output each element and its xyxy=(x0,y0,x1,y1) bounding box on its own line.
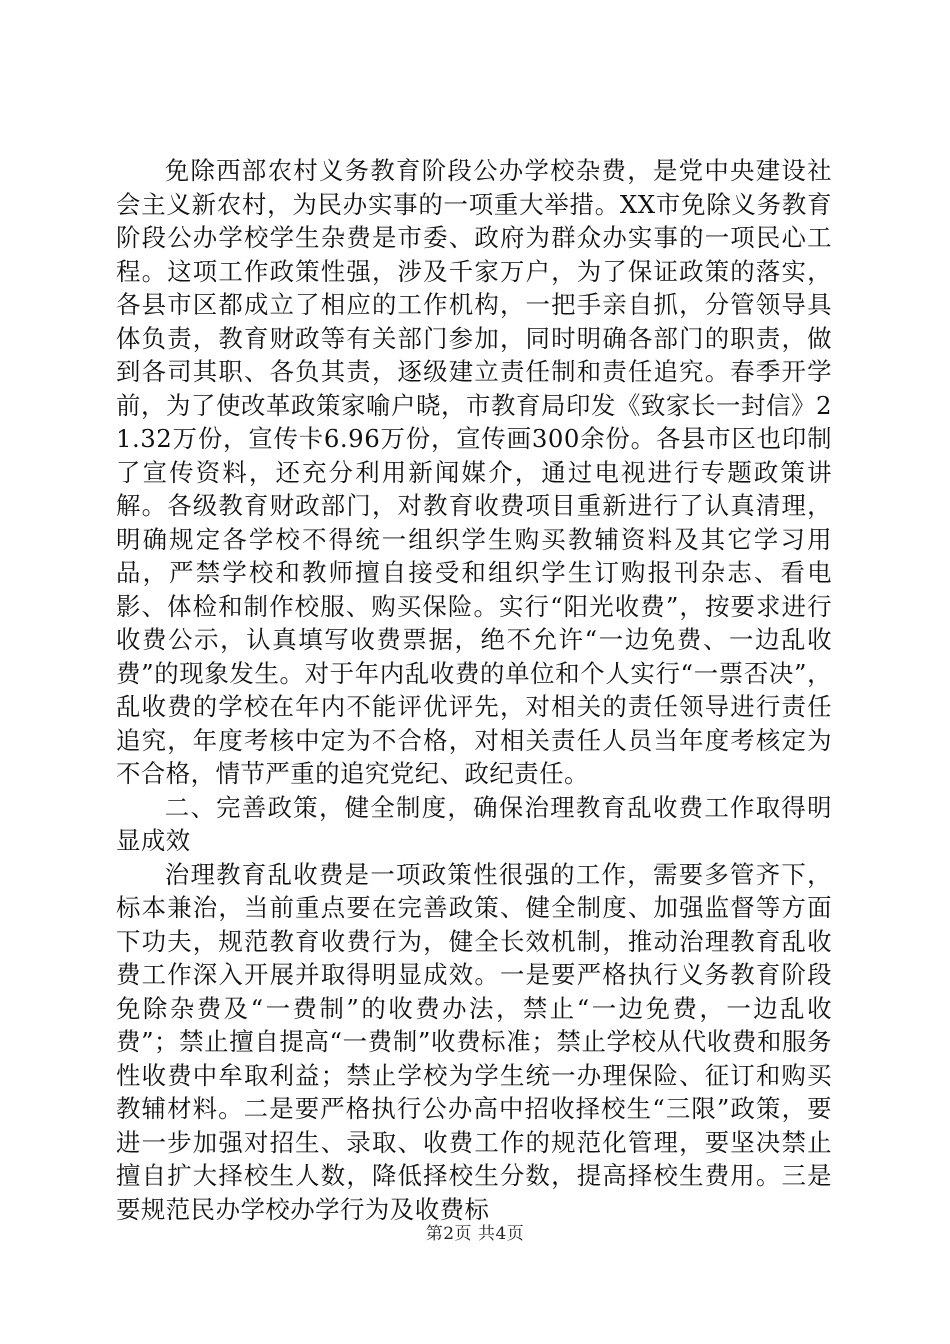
body-paragraph-3: 治理教育乱收费是一项政策性很强的工作，需要多管齐下，标本兼治，当前重点要在完善政策、健全制度、加强监督等方面下功夫，规范教育收费行为，健全长效机制，推动治理教育乱收费工作深入开展并取得明显成效。一是要严格执行义务教育阶段免除杂费及“一费制”的收费办法，禁止“一边免费，一边乱收费”；禁止擅自提高“一费制”收费标准；禁止学校从代收费和服务性收费中牟取利益；禁止学校为学生统一办理保险、征订和购买教辅材料。二是要严格执行公办高中招收择校生“三限”政策，要进一步加强对招生、录取、收费工作的规范化管理，要坚决禁止擅自扩大择校生人数，降低择校生分数，提高择校生费用。三是要规范民办学校办学行为及收费标 xyxy=(116,859,832,1224)
body-paragraph-1: 免除西部农村义务教育阶段公办学校杂费，是党中央建设社会主义新农村，为民办实事的一项重大举措。XX市免除义务教育阶段公办学校学生杂费是市委、政府为群众办实事的一项民心工程。这项工作政策性强，涉及千家万户，为了保证政策的落实，各县市区都成立了相应的工作机构，一把手亲自抓，分管领导具体负责，教育财政等有关部门参加，同时明确各部门的职责，做到各司其职、各负其责，逐级建立责任制和责任追究。春季开学前，为了使改革政策家喻户晓，市教育局印发《致家长一封信》21.32万份，宣传卡6.96万份，宣传画300余份。各县市区也印制了宣传资料，还充分利用新闻媒介，通过电视进行专题政策讲解。各级教育财政部门，对教育收费项目重新进行了认真清理，明确规定各学校不得统一组织学生购买教辅资料及其它学习用品，严禁学校和教师擅自接受和组织学生订购报刊杂志、看电影、体检和制作校服、购买保险。实行“阳光收费”，按要求进行收费公示，认真填写收费票据，绝不允许“一边免费、一边乱收费”的现象发生。对于年内乱收费的单位和个人实行“一票否决”，乱收费的学校在年内不能评优评先，对相关的责任领导进行责任追究，年度考核中定为不合格，对相关责任人员当年度考核定为不合格，情节严重的追究党纪、政纪责任。 xyxy=(116,156,832,788)
document-body xyxy=(116,154,832,1226)
page-footer: 第2页 共4页 xyxy=(425,1224,525,1244)
section-heading-2: 二、完善政策，健全制度，确保治理教育乱收费工作取得明显成效 xyxy=(116,792,832,855)
